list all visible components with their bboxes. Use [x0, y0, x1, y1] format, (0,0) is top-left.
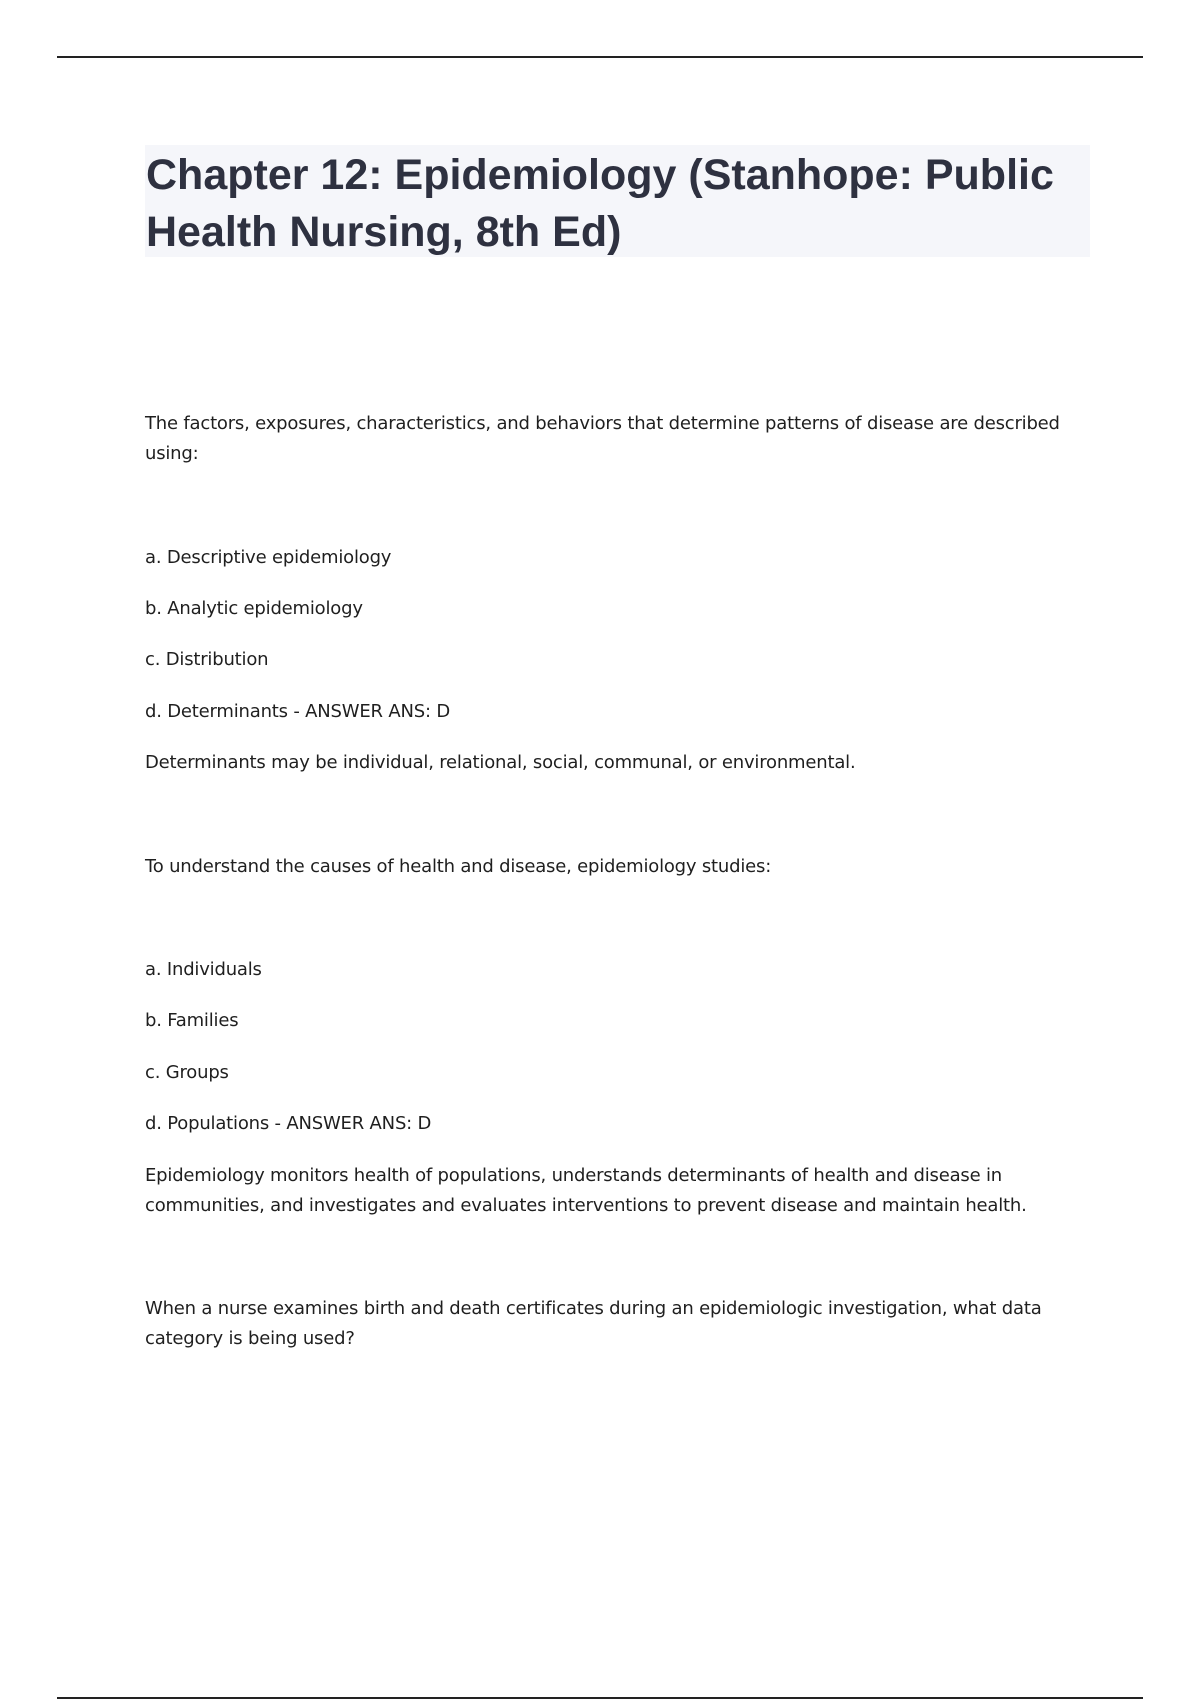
question-1-rationale: Determinants may be individual, relational, social, communal, or environmental.: [145, 752, 856, 773]
question-2-rationale: Epidemiology monitors health of populations, understands determinants of health and disease in communities, and investigates and evaluates interventions to prevent disease and maintain health.: [145, 1165, 1027, 1216]
question-2-option-d-answer: d. Populations - ANSWER ANS: D: [145, 1113, 432, 1134]
footer-rule: [57, 1697, 1143, 1699]
header-rule: [57, 56, 1143, 58]
question-1-option-a: a. Descriptive epidemiology: [145, 547, 392, 568]
question-2-option-a: a. Individuals: [145, 959, 262, 980]
question-3-prompt: When a nurse examines birth and death certificates during an epidemiologic investigation, what data category is being used?: [145, 1298, 1042, 1349]
question-1-prompt: The factors, exposures, characteristics, and behaviors that determine patterns of disease are described using:: [145, 413, 1060, 464]
page-title: Chapter 12: Epidemiology (Stanhope: Public Health Nursing, 8th Ed): [146, 151, 1054, 256]
question-2-option-c: c. Groups: [145, 1062, 229, 1083]
question-1-option-b: b. Analytic epidemiology: [145, 598, 363, 619]
question-2-option-b: b. Families: [145, 1010, 239, 1031]
question-2-prompt: To understand the causes of health and disease, epidemiology studies:: [145, 856, 772, 877]
question-1-option-d-answer: d. Determinants - ANSWER ANS: D: [145, 701, 451, 722]
question-1-option-c: c. Distribution: [145, 649, 269, 670]
